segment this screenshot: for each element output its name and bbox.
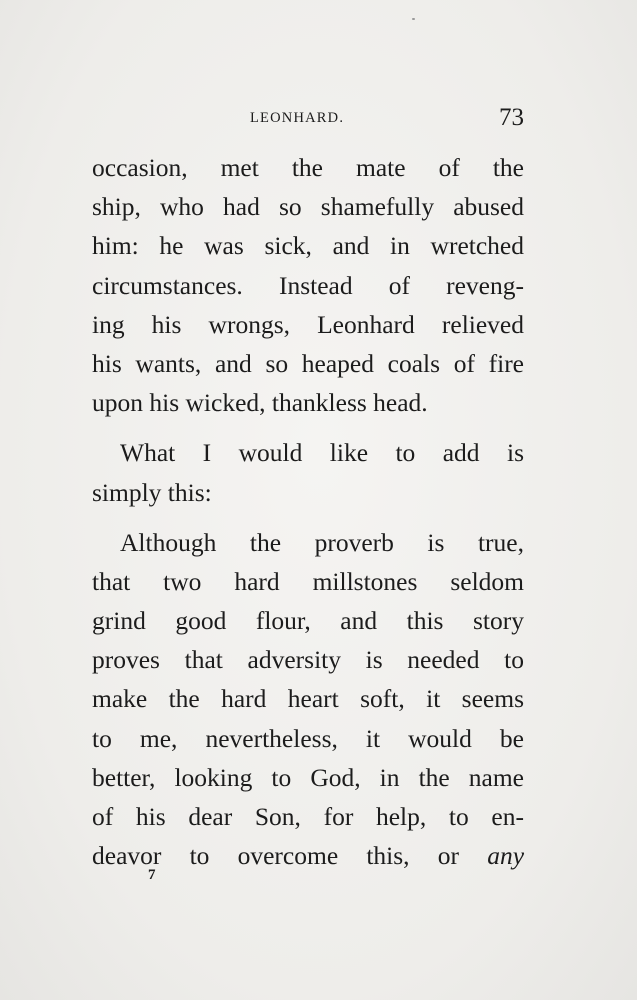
text-line: upon his wicked, thankless head.	[92, 388, 428, 418]
text-line: to me, nevertheless, it would be	[92, 723, 524, 753]
text-line: better, looking to God, in the name	[92, 762, 524, 792]
text-line: of his dear Son, for help, to en-	[92, 802, 524, 831]
text-line: What I would like to add is	[120, 438, 524, 468]
body-text	[92, 148, 524, 875]
paragraph-1	[92, 148, 524, 422]
text-line-final	[92, 836, 524, 875]
final-line-text: deavor to overcome this, or	[92, 841, 459, 871]
paragraph-2	[92, 433, 524, 511]
text-line: his wants, and so heaped coals of fire	[92, 348, 524, 378]
running-head	[92, 104, 524, 134]
page-number: 73	[499, 104, 524, 131]
paper-speck	[412, 18, 415, 20]
signature-mark: 7	[148, 867, 156, 883]
text-line: circumstances. Instead of reveng-	[92, 270, 524, 300]
text-line: simply this:	[92, 477, 212, 507]
text-line: grind good flour, and this story	[92, 606, 524, 636]
text-line: proves that adversity is needed to	[92, 645, 524, 675]
text-line: occasion, met the mate of the	[92, 153, 524, 182]
text-line: Although the proverb is true,	[120, 527, 524, 557]
text-line: make the hard heart soft, it seems	[92, 684, 524, 714]
text-line: him: he was sick, and in wretched	[92, 231, 524, 261]
paragraph-3	[92, 523, 524, 876]
text-line: ship, who had so shamefully abused	[92, 192, 524, 222]
text-line: that two hard millstones seldom	[92, 566, 524, 596]
text-line: ing his wrongs, Leonhard relieved	[92, 309, 524, 339]
running-title: LEONHARD.	[250, 110, 345, 126]
final-line-italic-word: any	[487, 841, 525, 871]
